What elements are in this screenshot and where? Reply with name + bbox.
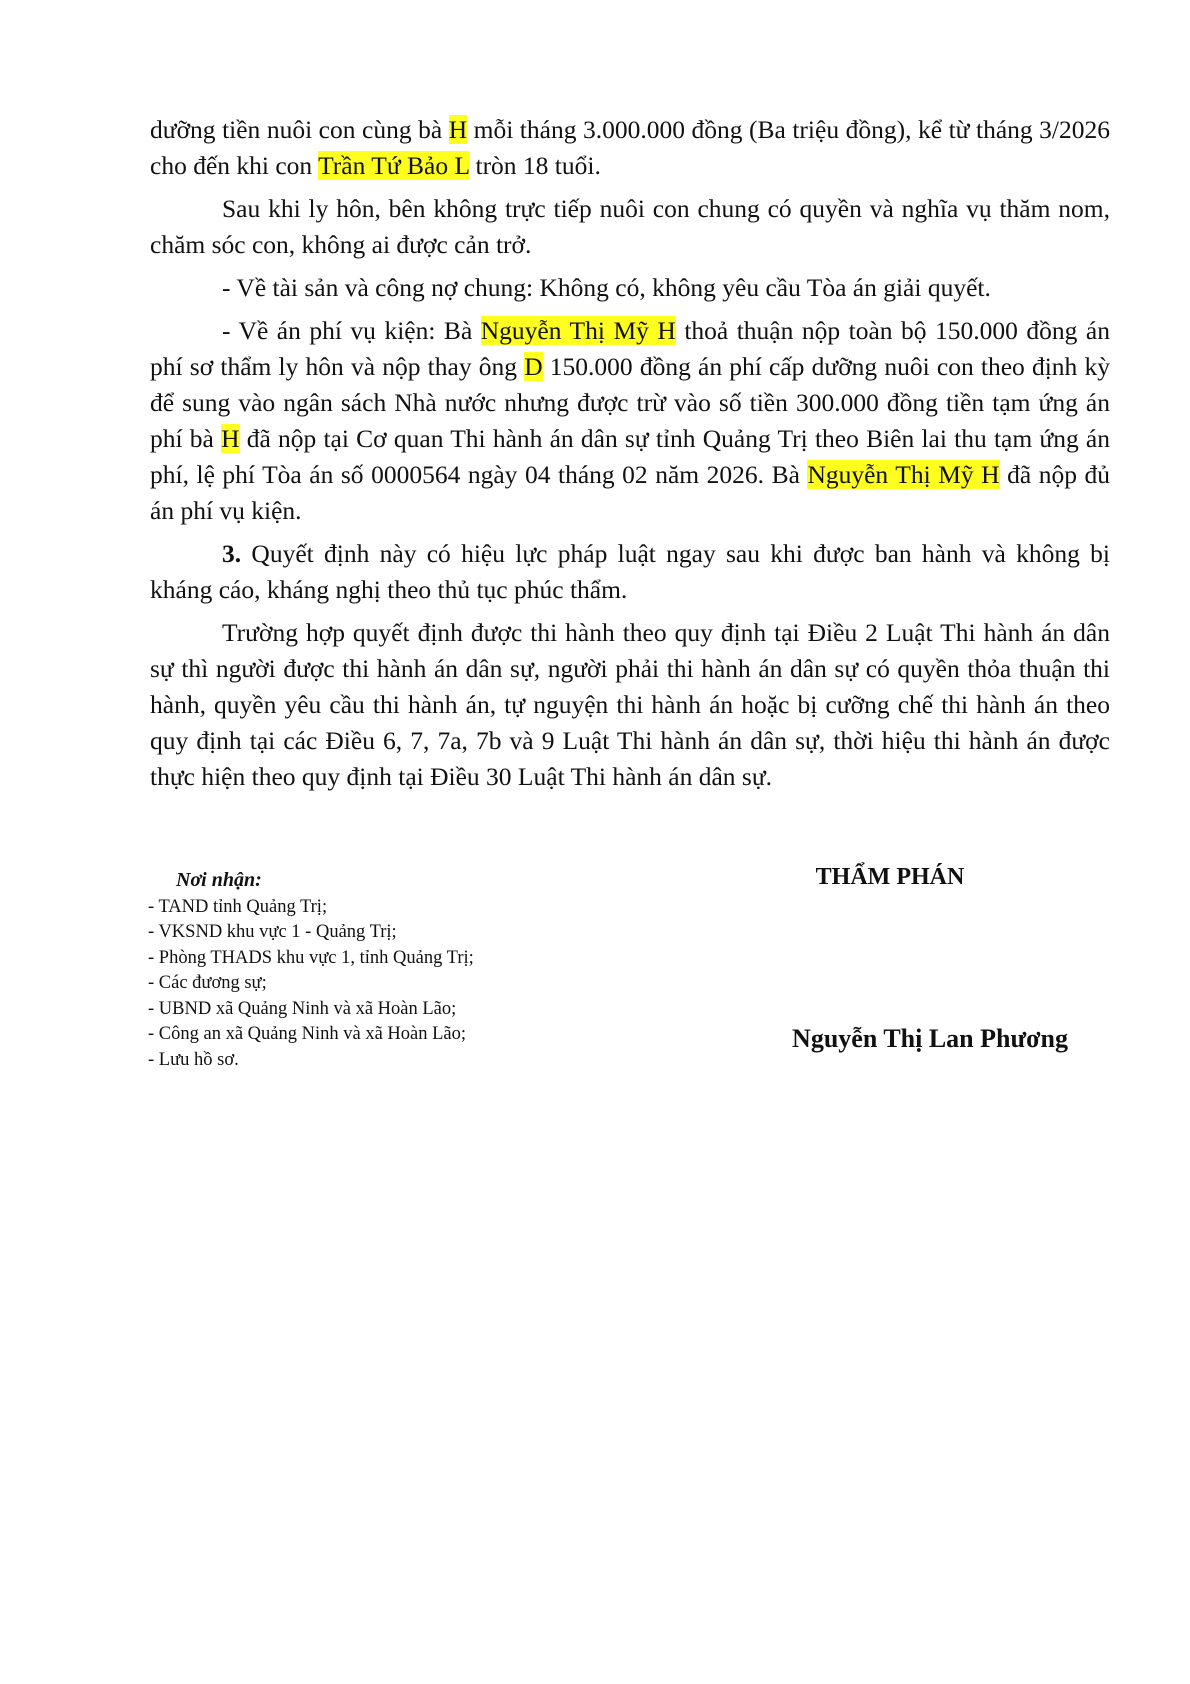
- text-segment: đã nộp đủ án phí vụ kiện.: [150, 460, 1110, 525]
- recipients-list: [148, 895, 668, 1074]
- highlighted-text: Nguyễn Thị Mỹ H: [480, 316, 676, 345]
- recipient-item: - VKSND khu vực 1 - Quảng Trị;: [148, 922, 397, 942]
- recipient-item: - UBND xã Quảng Ninh và xã Hoàn Lão;: [148, 998, 457, 1019]
- text-segment: 150.000 đồng án phí cấp dưỡng nuôi con theo định kỳ để sung vào ngân sách Nhà nước nhưng được trừ vào số tiền 300.000 đồng tiền tạm ứng án phí bà: [150, 352, 1110, 453]
- text-segment: thoả thuận nộp toàn bộ 150.000 đồng án phí sơ thẩm ly hôn và nộp thay ông: [150, 316, 1110, 381]
- highlighted-text: Trần Tứ Bảo L: [318, 151, 470, 180]
- paragraph: [150, 536, 1110, 608]
- bold-text: 3.: [222, 539, 242, 568]
- decision-body-text: [150, 112, 1110, 802]
- highlighted-text: Nguyễn Thị Mỹ H: [807, 460, 1000, 489]
- text-segment: Sau khi ly hôn, bên không trực tiếp nuôi con chung có quyền và nghĩa vụ thăm nom, chăm sóc con, không ai được cản trở.: [150, 194, 1110, 259]
- text-segment: - Về án phí vụ kiện: Bà: [222, 316, 481, 345]
- recipient-item: - TAND tỉnh Quảng Trị;: [148, 896, 328, 917]
- recipient-item: - Phòng THADS khu vực 1, tỉnh Quảng Trị;: [148, 947, 474, 968]
- text-segment: đã nộp tại Cơ quan Thi hành án dân sự tỉnh Quảng Trị theo Biên lai thu tạm ứng án phí, lệ phí Tòa án số 0000564 ngày 04 tháng 02 năm 2026. Bà: [150, 424, 1111, 489]
- highlighted-text: H: [221, 424, 240, 453]
- recipient-item: - Các đương sự;: [148, 973, 267, 993]
- text-segment: mỗi tháng 3.000.000 đồng (Ba triệu đồng), kể từ tháng 3/2026 cho đến khi con: [150, 115, 1110, 180]
- text-segment: dưỡng tiền nuôi con cùng bà: [150, 115, 449, 144]
- recipient-item: - Lưu hồ sơ.: [148, 1049, 239, 1070]
- signer-title: THẨM PHÁN: [815, 864, 965, 890]
- recipient-item: - Công an xã Quảng Ninh và xã Hoàn Lão;: [148, 1024, 467, 1044]
- recipients-heading: Nơi nhận:: [176, 869, 262, 891]
- highlighted-text: H: [448, 115, 468, 144]
- paragraph: [150, 313, 1110, 529]
- highlighted-text: D: [524, 352, 543, 381]
- signer-name: Nguyễn Thị Lan Phương: [792, 1024, 1068, 1053]
- paragraph: [150, 270, 1110, 306]
- text-segment: Quyết định này có hiệu lực pháp luật ngay sau khi được ban hành và không bị kháng cáo, kháng nghị theo thủ tục phúc thẩm.: [150, 539, 1110, 604]
- recipients-block: [148, 868, 668, 1073]
- paragraph: [150, 112, 1110, 184]
- text-segment: - Về tài sản và công nợ chung: Không có, không yêu cầu Tòa án giải quyết.: [222, 273, 991, 302]
- paragraph: [150, 615, 1110, 795]
- text-segment: Trường hợp quyết định được thi hành theo quy định tại Điều 2 Luật Thi hành án dân sự thì người được thi hành án dân sự, người phải thi hành án dân sự có quyền thỏa thuận thi hành, quyền yêu cầu thi hành án, tự nguyện thi hành án hoặc bị cưỡng chế thi hành án theo quy định tại các Điều 6, 7, 7a, 7b và 9 Luật Thi hành án dân sự, thời hiệu thi hành án được thực hiện theo quy định tại Điều 30 Luật Thi hành án dân sự.: [150, 618, 1110, 791]
- text-segment: tròn 18 tuổi.: [469, 151, 601, 180]
- paragraph: [150, 191, 1110, 263]
